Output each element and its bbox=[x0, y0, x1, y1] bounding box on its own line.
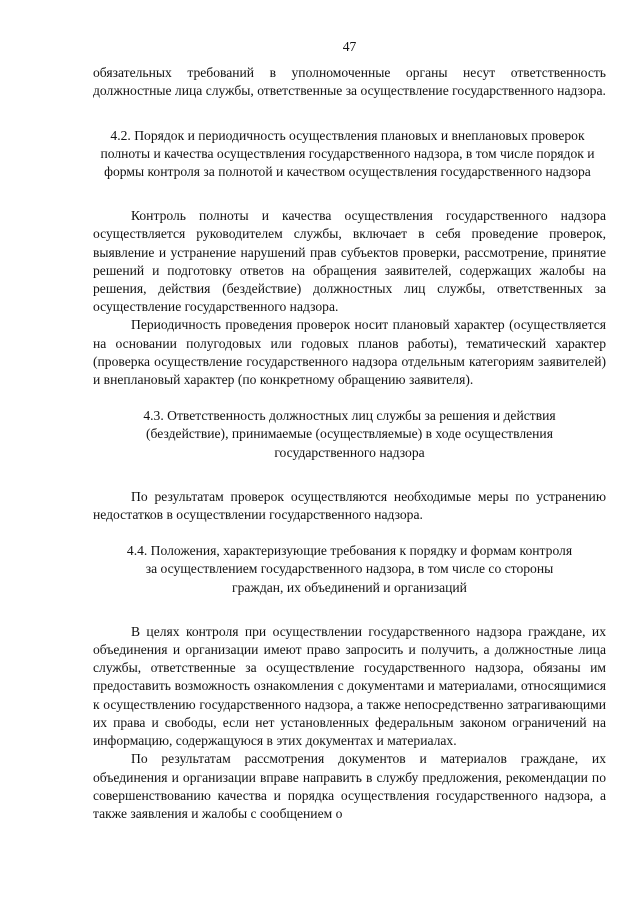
section-heading-4-2: 4.2. Порядок и периодичность осуществления плановых и внеплановых проверок полноты и качества осуществления государственного надзора, в том числе порядок и формы контроля за полнотой и качеством осуществления государственного надзора bbox=[100, 127, 595, 180]
paragraph-inspection-results: По результатам проверок осуществляются необходимые меры по устранению недостатков в осуществлении государственного надзора. bbox=[93, 488, 606, 523]
paragraph-periodicity: Периодичность проведения проверок носит плановый характер (осуществляется на основании полугодовых или годовых планов работы), тематический характер (проверка осуществление государственного надзора отдельным категориям заявителей) и внеплановый характер (по конкретному обращению заявителя). bbox=[93, 317, 606, 388]
paragraph-citizen-access: В целях контроля при осуществлении государственного надзора граждане, их объединения и организации имеют право запросить и получить, а должностные лица службы, ответственные за осуществление государственного надзора, обязаны им предоставить возможность ознакомления с документами и материалами, относящимися к осуществлению государственного надзора, а также непосредственно затрагивающими их права и свободы, если нет установленных федеральным законом ограничений на информацию, содержащуюся в этих документах и материалах. bbox=[93, 623, 606, 749]
paragraph-control-scope: Контроль полноты и качества осуществления государственного надзора осуществляется руководителем службы, включает в себя проведение проверок, выявление и устранение нарушений прав субъектов проверки, рассмотрение, принятие решений и подготовку ответов на обращения заявителей, содержащих жалобы на решения, действия (бездействие) должностных лиц службы, ответственных за осуществление государственного надзора. bbox=[93, 208, 606, 315]
section-heading-4-3: 4.3. Ответственность должностных лиц службы за решения и действия (бездействие), принимаемые (осуществляемые) в ходе осуществления государственного надзора bbox=[143, 408, 556, 460]
section-heading-4-4: 4.4. Положения, характеризующие требования к порядку и формам контроля за осуществлением государственного надзора, в том числе со стороны граждан, их объединений и организаций bbox=[126, 543, 573, 595]
paragraph-continuation: обязательных требований в уполномоченные органы несут ответственность должностные лица службы, ответственные за осуществление государственного надзора. bbox=[93, 65, 606, 99]
paragraph-citizen-proposals: По результатам рассмотрения документов и материалов граждане, их объединения и организации вправе направить в службу предложения, рекомендации по совершенствованию качества и порядка осуществления государственного надзора, а также заявления и жалобы с сообщением о bbox=[93, 751, 606, 821]
page-number: 47 bbox=[342, 39, 357, 54]
